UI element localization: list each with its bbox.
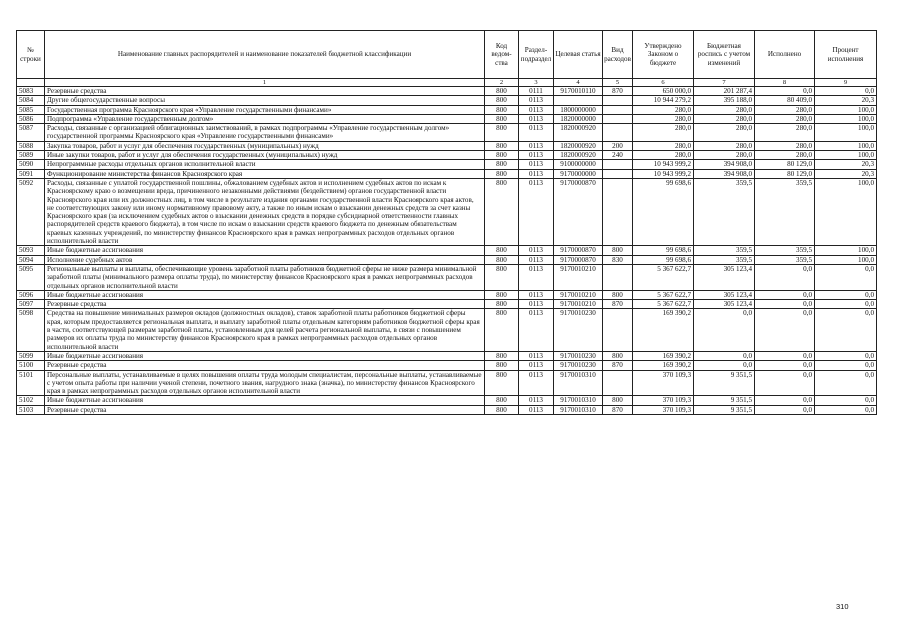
expense-type-cell xyxy=(603,178,633,245)
executed-amount-cell: 280,0 xyxy=(755,105,815,114)
executed-amount-cell: 0,0 xyxy=(755,396,815,405)
approved-amount-cell: 5 367 622,7 xyxy=(633,290,694,299)
schedule-amount-cell: 305 123,4 xyxy=(694,300,755,309)
department-code-cell: 800 xyxy=(485,405,519,414)
schedule-amount-cell: 280,0 xyxy=(694,114,755,123)
section-cell: 0113 xyxy=(519,396,554,405)
header-approved-by-law: Утверждено Законом о бюджете xyxy=(633,31,694,79)
department-code-cell: 800 xyxy=(485,141,519,150)
expense-type-cell: 830 xyxy=(603,255,633,264)
row-number-cell: 5103 xyxy=(17,405,45,414)
percent-cell: 100,0 xyxy=(815,141,877,150)
header-expense-type: Вид расходов xyxy=(603,31,633,79)
executed-amount-cell: 0,0 xyxy=(755,87,815,96)
department-code-cell: 800 xyxy=(485,105,519,114)
approved-amount-cell: 99 698,6 xyxy=(633,178,694,245)
page-number: 310 xyxy=(836,602,849,611)
row-number-cell: 5085 xyxy=(17,105,45,114)
section-cell: 0113 xyxy=(519,178,554,245)
target-article-cell: 9170000870 xyxy=(554,246,603,255)
row-number-cell: 5083 xyxy=(17,87,45,96)
section-cell: 0113 xyxy=(519,96,554,105)
table-header-row xyxy=(17,31,877,79)
row-name-cell: Резервные средства xyxy=(45,361,485,370)
header-section: Раздел-подраздел xyxy=(519,31,554,79)
column-number: 7 xyxy=(694,79,755,87)
target-article-cell: 9170000870 xyxy=(554,255,603,264)
table-row xyxy=(17,396,877,405)
section-cell: 0113 xyxy=(519,309,554,351)
row-name-cell: Иные бюджетные ассигнования xyxy=(45,246,485,255)
percent-cell: 20,3 xyxy=(815,160,877,169)
row-name-cell: Исполнение судебных актов xyxy=(45,255,485,264)
approved-amount-cell: 169 390,2 xyxy=(633,361,694,370)
approved-amount-cell: 5 367 622,7 xyxy=(633,300,694,309)
table-row xyxy=(17,300,877,309)
section-cell: 0111 xyxy=(519,87,554,96)
expense-type-cell xyxy=(603,114,633,123)
approved-amount-cell: 280,0 xyxy=(633,141,694,150)
executed-amount-cell: 280,0 xyxy=(755,141,815,150)
percent-cell: 100,0 xyxy=(815,105,877,114)
executed-amount-cell: 359,5 xyxy=(755,178,815,245)
row-name-cell: Иные бюджетные ассигнования xyxy=(45,290,485,299)
executed-amount-cell: 0,0 xyxy=(755,309,815,351)
expense-type-cell: 200 xyxy=(603,141,633,150)
table-row xyxy=(17,151,877,160)
row-name-cell: Резервные средства xyxy=(45,300,485,309)
row-name-cell: Закупка товаров, работ и услуг для обеспечения государственных (муниципальных) нужд xyxy=(45,141,485,150)
row-name-cell: Иные закупки товаров, работ и услуг для обеспечения государственных (муниципальных) нужд xyxy=(45,151,485,160)
target-article-cell: 9170010310 xyxy=(554,396,603,405)
row-number-cell: 5102 xyxy=(17,396,45,405)
percent-cell: 0,0 xyxy=(815,309,877,351)
executed-amount-cell: 0,0 xyxy=(755,405,815,414)
target-article-cell: 9170010230 xyxy=(554,351,603,360)
approved-amount-cell: 280,0 xyxy=(633,105,694,114)
table-body xyxy=(17,87,877,415)
department-code-cell: 800 xyxy=(485,169,519,178)
section-cell: 0113 xyxy=(519,290,554,299)
approved-amount-cell: 10 944 279,2 xyxy=(633,96,694,105)
column-number: 5 xyxy=(603,79,633,87)
expense-type-cell: 870 xyxy=(603,300,633,309)
table-row xyxy=(17,255,877,264)
expense-type-cell: 240 xyxy=(603,151,633,160)
target-article-cell: 9170010230 xyxy=(554,309,603,351)
department-code-cell: 800 xyxy=(485,160,519,169)
header-name: Наименование главных распорядителей и наименование показателей бюджетной классификации xyxy=(45,31,485,79)
section-cell: 0113 xyxy=(519,124,554,142)
department-code-cell: 800 xyxy=(485,396,519,405)
percent-cell: 0,0 xyxy=(815,361,877,370)
percent-cell: 100,0 xyxy=(815,114,877,123)
section-cell: 0113 xyxy=(519,405,554,414)
row-name-cell: Персональные выплаты, устанавливаемые в целях повышения оплаты труда молодым специалистам, персональные выплаты, устанавливаемые с учетом опыта работы при наличии ученой степени, почетного звания, нагрудного знака (значка), по министерству финансов Красноярского края в рамках непрограммных расходов отдельных органов исполнительной власти xyxy=(45,370,485,396)
schedule-amount-cell: 280,0 xyxy=(694,105,755,114)
expense-type-cell xyxy=(603,124,633,142)
expense-type-cell: 800 xyxy=(603,290,633,299)
department-code-cell: 800 xyxy=(485,351,519,360)
section-cell: 0113 xyxy=(519,169,554,178)
schedule-amount-cell: 280,0 xyxy=(694,151,755,160)
schedule-amount-cell: 359,5 xyxy=(694,246,755,255)
row-name-cell: Резервные средства xyxy=(45,87,485,96)
target-article-cell xyxy=(554,96,603,105)
department-code-cell: 800 xyxy=(485,361,519,370)
percent-cell: 0,0 xyxy=(815,396,877,405)
row-name-cell: Непрограммные расходы отдельных органов исполнительной власти xyxy=(45,160,485,169)
schedule-amount-cell: 280,0 xyxy=(694,141,755,150)
schedule-amount-cell: 394 908,0 xyxy=(694,160,755,169)
expense-type-cell xyxy=(603,370,633,396)
header-executed: Исполнено xyxy=(755,31,815,79)
column-number-row xyxy=(17,79,877,87)
row-name-cell: Иные бюджетные ассигнования xyxy=(45,396,485,405)
table-row xyxy=(17,246,877,255)
table-row xyxy=(17,361,877,370)
department-code-cell: 800 xyxy=(485,96,519,105)
schedule-amount-cell: 9 351,5 xyxy=(694,396,755,405)
row-number-cell: 5086 xyxy=(17,114,45,123)
percent-cell: 100,0 xyxy=(815,124,877,142)
header-budget-schedule: Бюджетная роспись с учетом изменений xyxy=(694,31,755,79)
target-article-cell: 9170010210 xyxy=(554,264,603,290)
expense-type-cell: 800 xyxy=(603,246,633,255)
table-row xyxy=(17,114,877,123)
target-article-cell: 1820000920 xyxy=(554,151,603,160)
row-number-cell: 5090 xyxy=(17,160,45,169)
expense-type-cell xyxy=(603,105,633,114)
target-article-cell: 9170000870 xyxy=(554,178,603,245)
section-cell: 0113 xyxy=(519,300,554,309)
approved-amount-cell: 280,0 xyxy=(633,151,694,160)
section-cell: 0113 xyxy=(519,246,554,255)
target-article-cell: 1820000000 xyxy=(554,114,603,123)
expense-type-cell xyxy=(603,96,633,105)
row-number-cell: 5096 xyxy=(17,290,45,299)
approved-amount-cell: 280,0 xyxy=(633,124,694,142)
department-code-cell: 800 xyxy=(485,309,519,351)
approved-amount-cell: 10 943 999,2 xyxy=(633,160,694,169)
schedule-amount-cell: 305 123,4 xyxy=(694,290,755,299)
row-name-cell: Средства на повышение минимальных размеров окладов (должностных окладов), ставок заработной платы работников бюджетной сферы края, которым предоставляется региональная выплата, и выплату заработной платы отдельным категориям работников бюджетной сферы края в части, соответствующей размерам заработной платы, установленным для целей расчета региональной выплаты, в связи с повышением размеров их оплаты труда по министерству финансов Красноярского края в рамках непрограммных расходов отдельных органов исполнительной власти xyxy=(45,309,485,351)
approved-amount-cell: 169 390,2 xyxy=(633,309,694,351)
section-cell: 0113 xyxy=(519,114,554,123)
row-number-cell: 5089 xyxy=(17,151,45,160)
schedule-amount-cell: 9 351,5 xyxy=(694,370,755,396)
section-cell: 0113 xyxy=(519,370,554,396)
schedule-amount-cell: 394 908,0 xyxy=(694,169,755,178)
target-article-cell: 9170010230 xyxy=(554,361,603,370)
row-name-cell: Расходы, связанные с организацией облигационных заимствований, в рамках подпрограммы «Управление государственным долгом» государственной программы Красноярского края «Управление государственными финансами» xyxy=(45,124,485,142)
executed-amount-cell: 0,0 xyxy=(755,264,815,290)
approved-amount-cell: 99 698,6 xyxy=(633,246,694,255)
target-article-cell: 9170010310 xyxy=(554,405,603,414)
approved-amount-cell: 10 943 999,2 xyxy=(633,169,694,178)
schedule-amount-cell: 0,0 xyxy=(694,351,755,360)
target-article-cell: 9170010210 xyxy=(554,290,603,299)
approved-amount-cell: 370 109,3 xyxy=(633,405,694,414)
budget-table xyxy=(16,30,877,415)
executed-amount-cell: 0,0 xyxy=(755,300,815,309)
executed-amount-cell: 280,0 xyxy=(755,114,815,123)
executed-amount-cell: 359,5 xyxy=(755,246,815,255)
department-code-cell: 800 xyxy=(485,124,519,142)
expense-type-cell: 870 xyxy=(603,361,633,370)
table-row xyxy=(17,351,877,360)
schedule-amount-cell: 0,0 xyxy=(694,361,755,370)
row-number-cell: 5093 xyxy=(17,246,45,255)
table-row xyxy=(17,96,877,105)
row-number-cell: 5087 xyxy=(17,124,45,142)
row-name-cell: Расходы, связанные с уплатой государственной пошлины, обжалованием судебных актов и исполнением судебных актов по искам к Красноярскому краю о возмещении вреда, причиненного незаконными действиями (бездействием) органов государственной власти Красноярского края или их должностных лиц, в том числе в результате издания органами государственной власти Красноярского края актов, не соответствующих закону или иному нормативному правовому акту, а также по иным искам о взыскании денежных средств за счет казны Красноярского края (за исключением судебных актов о взыскании денежных средств в порядке субсидиарной ответственности главных распорядителей средств краевого бюджета), в том числе по искам о взыскании средств краевого бюджета по денежным обязательствам краевых казенных учреждений, по министерству финансов Красноярского края в рамках непрограммных расходов отдельных органов исполнительной власти xyxy=(45,178,485,245)
expense-type-cell xyxy=(603,309,633,351)
row-name-cell: Резервные средства xyxy=(45,405,485,414)
table-row xyxy=(17,178,877,245)
row-name-cell: Подпрограмма «Управление государственным долгом» xyxy=(45,114,485,123)
section-cell: 0113 xyxy=(519,264,554,290)
table-row xyxy=(17,290,877,299)
department-code-cell: 800 xyxy=(485,87,519,96)
percent-cell: 100,0 xyxy=(815,178,877,245)
table-row xyxy=(17,124,877,142)
row-name-cell: Региональные выплаты и выплаты, обеспечивающие уровень заработной платы работников бюджетной сферы не ниже размера минимальной заработной платы (минимального размера оплаты труда), по министерству финансов Красноярского края в рамках непрограммных расходов отдельных органов исполнительной власти xyxy=(45,264,485,290)
executed-amount-cell: 359,5 xyxy=(755,255,815,264)
header-target-article: Целевая статья xyxy=(554,31,603,79)
executed-amount-cell: 0,0 xyxy=(755,361,815,370)
row-number-cell: 5098 xyxy=(17,309,45,351)
table-row xyxy=(17,141,877,150)
executed-amount-cell: 0,0 xyxy=(755,351,815,360)
row-number-cell: 5094 xyxy=(17,255,45,264)
row-name-cell: Функционирование министерства финансов Красноярского края xyxy=(45,169,485,178)
column-number: 4 xyxy=(554,79,603,87)
target-article-cell: 9170010210 xyxy=(554,300,603,309)
row-number-cell: 5099 xyxy=(17,351,45,360)
target-article-cell: 1800000000 xyxy=(554,105,603,114)
executed-amount-cell: 0,0 xyxy=(755,290,815,299)
percent-cell: 100,0 xyxy=(815,255,877,264)
row-number-cell: 5100 xyxy=(17,361,45,370)
target-article-cell: 1820000920 xyxy=(554,141,603,150)
expense-type-cell: 800 xyxy=(603,351,633,360)
table-row xyxy=(17,370,877,396)
row-name-cell: Другие общегосударственные вопросы xyxy=(45,96,485,105)
approved-amount-cell: 370 109,3 xyxy=(633,370,694,396)
percent-cell: 0,0 xyxy=(815,300,877,309)
schedule-amount-cell: 280,0 xyxy=(694,124,755,142)
header-department-code: Код ведом-ства xyxy=(485,31,519,79)
target-article-cell: 1820000920 xyxy=(554,124,603,142)
table-row xyxy=(17,105,877,114)
approved-amount-cell: 169 390,2 xyxy=(633,351,694,360)
department-code-cell: 800 xyxy=(485,246,519,255)
row-number-cell: 5088 xyxy=(17,141,45,150)
section-cell: 0113 xyxy=(519,361,554,370)
department-code-cell: 800 xyxy=(485,178,519,245)
row-number-cell: 5092 xyxy=(17,178,45,245)
department-code-cell: 800 xyxy=(485,255,519,264)
approved-amount-cell: 99 698,6 xyxy=(633,255,694,264)
percent-cell: 20,3 xyxy=(815,96,877,105)
section-cell: 0113 xyxy=(519,141,554,150)
department-code-cell: 800 xyxy=(485,370,519,396)
expense-type-cell: 870 xyxy=(603,87,633,96)
executed-amount-cell: 0,0 xyxy=(755,370,815,396)
expense-type-cell: 870 xyxy=(603,405,633,414)
row-number-cell: 5084 xyxy=(17,96,45,105)
row-number-cell: 5095 xyxy=(17,264,45,290)
table-row xyxy=(17,309,877,351)
executed-amount-cell: 80 409,0 xyxy=(755,96,815,105)
section-cell: 0113 xyxy=(519,160,554,169)
header-execution-percent: Процент исполнения xyxy=(815,31,877,79)
approved-amount-cell: 280,0 xyxy=(633,114,694,123)
executed-amount-cell: 280,0 xyxy=(755,151,815,160)
approved-amount-cell: 650 000,0 xyxy=(633,87,694,96)
percent-cell: 0,0 xyxy=(815,264,877,290)
column-number xyxy=(17,79,45,87)
department-code-cell: 800 xyxy=(485,151,519,160)
section-cell: 0113 xyxy=(519,105,554,114)
row-number-cell: 5091 xyxy=(17,169,45,178)
percent-cell: 0,0 xyxy=(815,290,877,299)
executed-amount-cell: 80 129,0 xyxy=(755,160,815,169)
budget-report-sheet xyxy=(16,30,876,415)
row-name-cell: Иные бюджетные ассигнования xyxy=(45,351,485,360)
column-number: 1 xyxy=(45,79,485,87)
schedule-amount-cell: 359,5 xyxy=(694,178,755,245)
target-article-cell: 9170000000 xyxy=(554,169,603,178)
table-row xyxy=(17,87,877,96)
department-code-cell: 800 xyxy=(485,300,519,309)
department-code-cell: 800 xyxy=(485,290,519,299)
schedule-amount-cell: 201 287,4 xyxy=(694,87,755,96)
row-number-cell: 5101 xyxy=(17,370,45,396)
executed-amount-cell: 80 129,0 xyxy=(755,169,815,178)
percent-cell: 0,0 xyxy=(815,370,877,396)
section-cell: 0113 xyxy=(519,255,554,264)
percent-cell: 100,0 xyxy=(815,246,877,255)
percent-cell: 100,0 xyxy=(815,151,877,160)
expense-type-cell: 800 xyxy=(603,396,633,405)
header-row-number: № строки xyxy=(17,31,45,79)
column-number: 3 xyxy=(519,79,554,87)
percent-cell: 0,0 xyxy=(815,87,877,96)
department-code-cell: 800 xyxy=(485,264,519,290)
schedule-amount-cell: 359,5 xyxy=(694,255,755,264)
schedule-amount-cell: 305 123,4 xyxy=(694,264,755,290)
row-name-cell: Государственная программа Красноярского края «Управление государственными финансами» xyxy=(45,105,485,114)
table-row xyxy=(17,160,877,169)
expense-type-cell xyxy=(603,264,633,290)
approved-amount-cell: 370 109,3 xyxy=(633,396,694,405)
row-number-cell: 5097 xyxy=(17,300,45,309)
percent-cell: 0,0 xyxy=(815,405,877,414)
target-article-cell: 9100000000 xyxy=(554,160,603,169)
percent-cell: 0,0 xyxy=(815,351,877,360)
schedule-amount-cell: 9 351,5 xyxy=(694,405,755,414)
expense-type-cell xyxy=(603,160,633,169)
schedule-amount-cell: 395 188,0 xyxy=(694,96,755,105)
schedule-amount-cell: 0,0 xyxy=(694,309,755,351)
executed-amount-cell: 280,0 xyxy=(755,124,815,142)
column-number: 9 xyxy=(815,79,877,87)
department-code-cell: 800 xyxy=(485,114,519,123)
expense-type-cell xyxy=(603,169,633,178)
column-number: 6 xyxy=(633,79,694,87)
table-row xyxy=(17,169,877,178)
target-article-cell: 9170010110 xyxy=(554,87,603,96)
approved-amount-cell: 5 367 622,7 xyxy=(633,264,694,290)
section-cell: 0113 xyxy=(519,151,554,160)
column-number: 2 xyxy=(485,79,519,87)
target-article-cell: 9170010310 xyxy=(554,370,603,396)
section-cell: 0113 xyxy=(519,351,554,360)
percent-cell: 20,3 xyxy=(815,169,877,178)
table-row xyxy=(17,264,877,290)
table-row xyxy=(17,405,877,414)
column-number: 8 xyxy=(755,79,815,87)
